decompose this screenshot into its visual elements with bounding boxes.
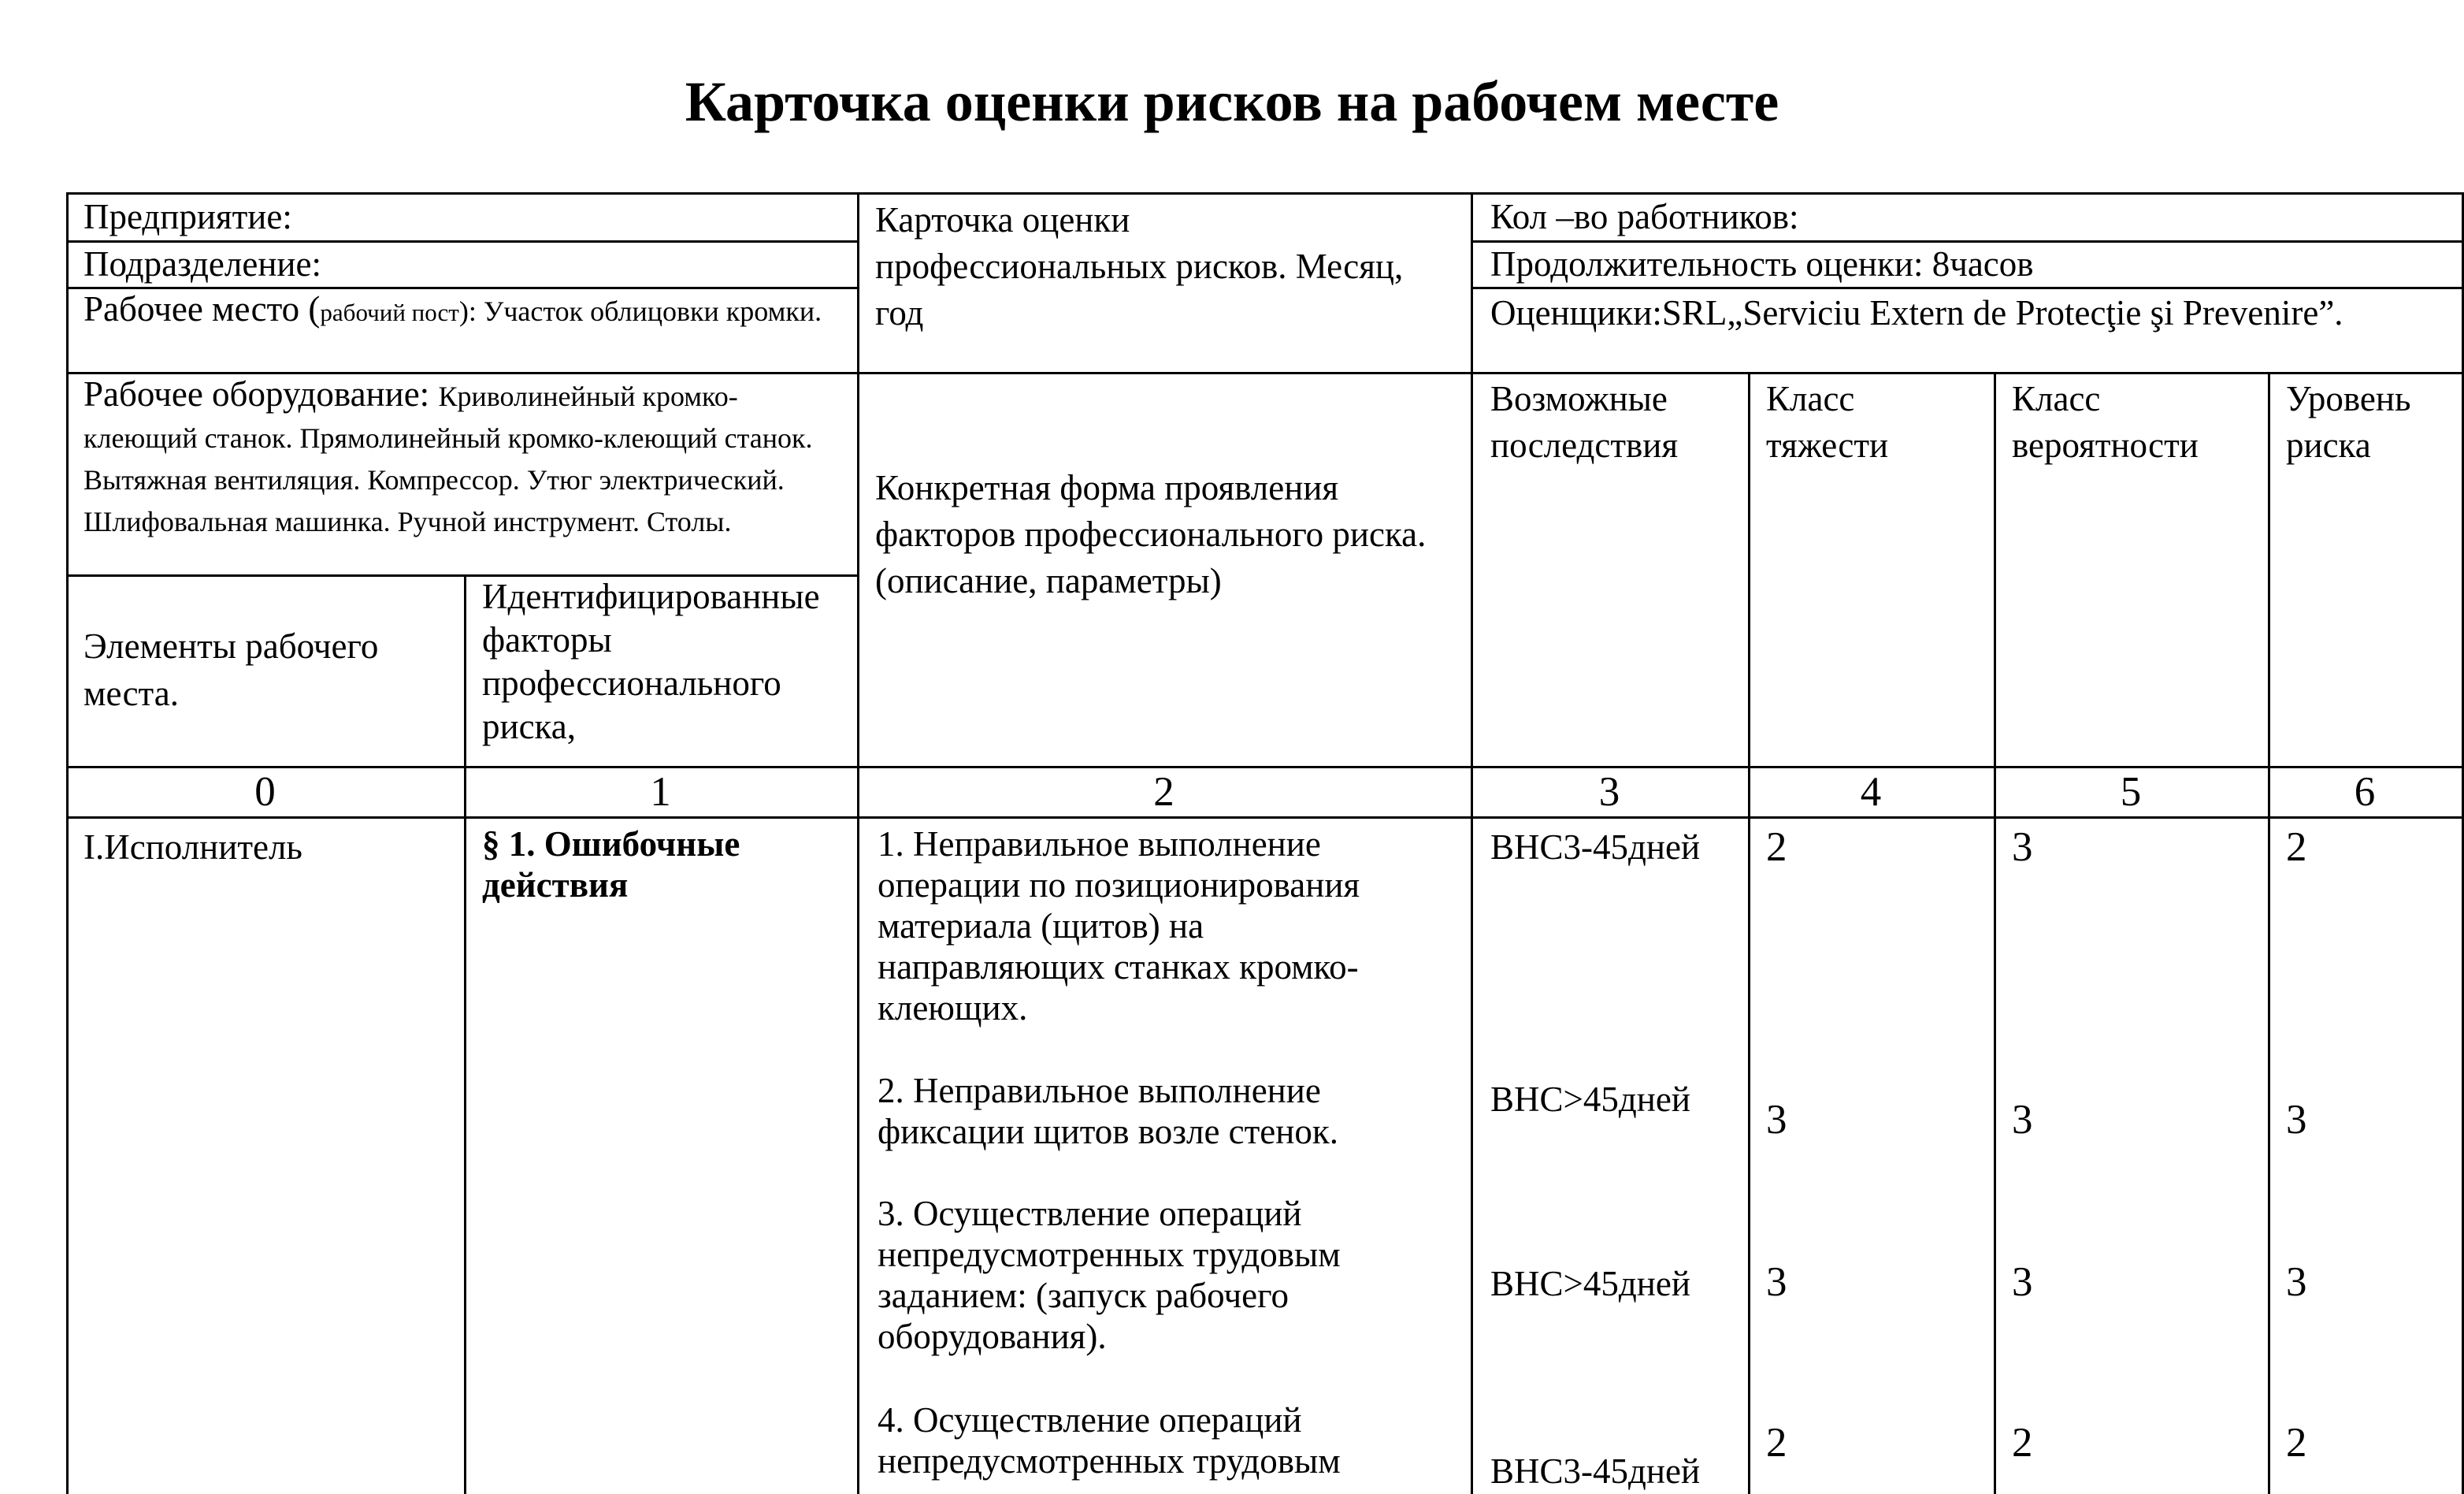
column-header-factors: Идентифицированные факторы профессионального риска, <box>482 577 820 746</box>
table-rule <box>66 192 2464 195</box>
page-title: Карточка оценки рисков на рабочем месте <box>685 70 1779 133</box>
workplace-small: рабочий пост <box>320 299 459 326</box>
risk-item-2: 3 <box>2286 1097 2307 1143</box>
column-header-consequences: Возможные последствия <box>1490 379 1679 465</box>
column-header-elements: Элементы рабочего места. <box>83 626 379 713</box>
column-number: 4 <box>1860 769 1882 815</box>
description-item-1: 1. Неправильное выполнение операции по позиционирования материала (щитов) на направляющих станках кромко-клеющих. <box>878 824 1360 1028</box>
risk-assessment-table <box>66 192 2464 1494</box>
table-rule <box>857 192 859 1494</box>
description-item-4: 4. Осуществление операций непредусмотренных трудовым <box>878 1400 1341 1481</box>
table-rule <box>1473 287 2464 289</box>
duration-label: Продолжительность оценки: 8часов <box>1490 244 2034 284</box>
equipment-label: Рабочее оборудование: <box>83 374 439 414</box>
workplace-cell <box>83 288 852 333</box>
table-rule <box>464 574 466 1494</box>
column-number: 1 <box>650 769 671 815</box>
description-item-3: 3. Осуществление операций непредусмотренных трудовым заданием: (запуск рабочего оборудования). <box>878 1194 1341 1356</box>
severity-item-3: 3 <box>1766 1259 1787 1305</box>
workers-count-label: Кол –во работников: <box>1490 197 1799 236</box>
element-cell: I.Исполнитель <box>83 827 302 867</box>
severity-item-4: 2 <box>1766 1420 1787 1466</box>
column-header-severity: Класс тяжести <box>1766 379 1889 465</box>
assessors-label: Оценщики:SRL„Serviciu Extern de Protecţie şi Prevenire”. <box>1490 293 2343 333</box>
workplace-value: ): Участок облицовки кромки. <box>458 295 822 327</box>
risk-item-4: 2 <box>2286 1420 2307 1466</box>
probability-item-4: 2 <box>2012 1420 2033 1466</box>
table-rule <box>66 192 69 1494</box>
workplace-label: Рабочее место ( <box>83 289 321 329</box>
enterprise-label: Предприятие: <box>83 197 292 236</box>
column-number: 0 <box>254 769 276 815</box>
consequence-item-4: ВНС3-45дней <box>1490 1451 1701 1491</box>
severity-item-2: 3 <box>1766 1097 1787 1143</box>
table-rule <box>66 816 2464 819</box>
factor-cell: § 1. Ошибочные действия <box>482 824 740 905</box>
risk-item-3: 3 <box>2286 1259 2307 1305</box>
column-header-probability: Класс вероятности <box>2012 379 2199 465</box>
column-number: 5 <box>2120 769 2142 815</box>
consequence-item-2: ВНС>45дней <box>1490 1080 1690 1119</box>
table-rule <box>1748 372 1750 1494</box>
column-header-form: Конкретная форма проявления факторов профессионального риска. (описание, параметры) <box>875 468 1427 600</box>
table-rule <box>1471 192 1473 1494</box>
division-label: Подразделение: <box>83 244 321 284</box>
equipment-value: Криволинейный кромко-клеющий станок. Прямолинейный кромко-клеющий станок. Вытяжная вентиляция. Компрессор. Утюг электрический. Шлифовальная машинка. Ручной инструмент. Столы. <box>83 381 813 537</box>
card-title: Карточка оценки профессиональных рисков. Месяц, год <box>875 200 1404 333</box>
consequence-item-1: ВНС3-45дней <box>1490 827 1701 867</box>
probability-item-1: 3 <box>2012 824 2033 870</box>
consequence-item-3: ВНС>45дней <box>1490 1264 1690 1303</box>
equipment-cell <box>83 374 852 541</box>
probability-item-3: 3 <box>2012 1259 2033 1305</box>
column-header-risk-level: Уровень риска <box>2286 379 2411 465</box>
table-rule <box>2268 372 2270 1494</box>
column-number: 2 <box>1153 769 1174 815</box>
risk-item-1: 2 <box>2286 824 2307 870</box>
table-rule <box>1994 372 1996 1494</box>
column-number: 6 <box>2354 769 2376 815</box>
column-number: 3 <box>1598 769 1620 815</box>
probability-item-2: 3 <box>2012 1097 2033 1143</box>
description-item-2: 2. Неправильное выполнение фиксации щитов возле стенок. <box>878 1071 1338 1151</box>
severity-item-1: 2 <box>1766 824 1787 870</box>
